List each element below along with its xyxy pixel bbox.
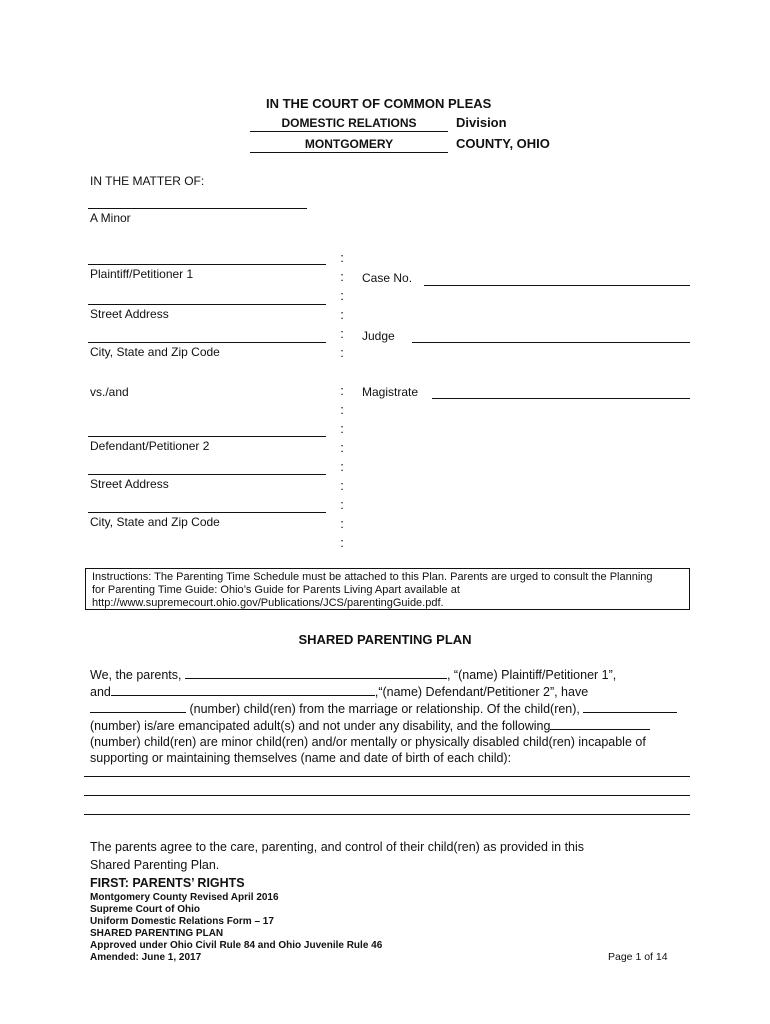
judge-field[interactable] <box>412 342 690 343</box>
paragraph-text: and <box>90 685 111 699</box>
first-heading: FIRST: PARENTS’ RIGHTS <box>90 876 245 890</box>
petitioner1-name-field[interactable] <box>88 264 326 265</box>
street1-field[interactable] <box>88 304 326 305</box>
division-field[interactable]: DOMESTIC RELATIONS <box>250 116 448 132</box>
page-number: Page 1 of 14 <box>608 951 668 963</box>
petitioner2-name-field[interactable] <box>88 436 326 437</box>
separator-colon: : <box>340 345 344 360</box>
separator-colon: : <box>340 421 344 436</box>
separator-colon: : <box>340 307 344 322</box>
petitioner2-name-blank[interactable] <box>111 683 375 696</box>
instructions-box <box>85 568 690 610</box>
county-label: COUNTY, OHIO <box>456 136 550 151</box>
plan-paragraph <box>90 666 677 766</box>
separator-colon: : <box>340 497 344 512</box>
child-info-line[interactable] <box>84 814 690 815</box>
footer-line: Approved under Ohio Civil Rule 84 and Ohio Juvenile Rule 46 <box>90 940 383 951</box>
form-footer <box>90 892 382 964</box>
agreement-text <box>90 838 584 874</box>
separator-colon: : <box>340 478 344 493</box>
case-no-field[interactable] <box>424 285 690 286</box>
paragraph-text: (number) is/are emancipated adult(s) and not under any disability, and the following <box>90 719 551 733</box>
street1-label: Street Address <box>90 307 169 321</box>
separator-colon: : <box>340 402 344 417</box>
magistrate-field[interactable] <box>432 398 690 399</box>
children-of-count-blank[interactable] <box>583 700 677 713</box>
footer-line: Uniform Domestic Relations Form – 17 <box>90 916 274 927</box>
footer-line: Montgomery County Revised April 2016 <box>90 892 279 903</box>
footer-line: Amended: June 1, 2017 <box>90 952 202 963</box>
paragraph-text: We, the parents, <box>90 668 185 682</box>
court-title: IN THE COURT OF COMMON PLEAS <box>266 96 492 111</box>
separator-colon: : <box>340 440 344 455</box>
magistrate-label: Magistrate <box>362 385 419 399</box>
case-no-label: Case No. <box>362 271 413 285</box>
paragraph-text: (number) child(ren) are minor child(ren) and/or mentally or physically disabled child(ren) incapable of <box>90 735 646 749</box>
paragraph-text: supporting or maintaining themselves (name and date of birth of each child): <box>90 751 512 765</box>
child-info-line[interactable] <box>84 795 690 796</box>
petitioner2-label: Defendant/Petitioner 2 <box>90 439 210 453</box>
separator-colon: : <box>340 269 344 284</box>
division-label: Division <box>456 115 507 130</box>
instructions-line: http://www.supremecourt.ohio.gov/Publications/JCS/parentingGuide.pdf. <box>92 597 444 609</box>
street2-field[interactable] <box>88 474 326 475</box>
minor-label: A Minor <box>90 211 131 225</box>
petitioner1-label: Plaintiff/Petitioner 1 <box>90 267 194 281</box>
separator-colon: : <box>340 250 344 265</box>
child-info-line[interactable] <box>84 776 690 777</box>
street2-label: Street Address <box>90 477 169 491</box>
matter-heading: IN THE MATTER OF: <box>90 174 205 188</box>
separator-colon: : <box>340 288 344 303</box>
separator-colon: : <box>340 516 344 531</box>
separator-colon: : <box>340 326 344 341</box>
plan-title: SHARED PARENTING PLAN <box>298 632 472 647</box>
agreement-line: Shared Parenting Plan. <box>90 858 220 872</box>
city1-label: City, State and Zip Code <box>90 345 220 359</box>
city2-label: City, State and Zip Code <box>90 515 220 529</box>
petitioner1-name-blank[interactable] <box>185 666 447 679</box>
vs-label: vs./and <box>90 385 129 399</box>
children-count-blank[interactable] <box>90 700 186 713</box>
judge-label: Judge <box>362 329 395 343</box>
separator-colon: : <box>340 535 344 550</box>
separator-colon: : <box>340 383 344 398</box>
instructions-line: for Parenting Time Guide: Ohio’s Guide for Parents Living Apart available at <box>92 584 460 596</box>
paragraph-text: (number) child(ren) from the marriage or relationship. Of the child(ren), <box>186 702 584 716</box>
paragraph-text: , “(name) Plaintiff/Petitioner 1”, <box>446 668 617 682</box>
minor-count-blank[interactable] <box>550 717 650 730</box>
separator-colon: : <box>340 459 344 474</box>
footer-line: SHARED PARENTING PLAN <box>90 928 224 939</box>
city1-field[interactable] <box>88 342 326 343</box>
agreement-line: The parents agree to the care, parenting, and control of their child(ren) as provided in this <box>90 840 585 854</box>
footer-line: Supreme Court of Ohio <box>90 904 200 915</box>
paragraph-text: ,“(name) Defendant/Petitioner 2”, have <box>374 685 589 699</box>
county-field[interactable]: MONTGOMERY <box>250 137 448 153</box>
minor-name-field[interactable] <box>88 208 307 209</box>
city2-field[interactable] <box>88 512 326 513</box>
instructions-line: Instructions: The Parenting Time Schedule must be attached to this Plan. Parents are urged to consult the Planning <box>92 571 653 583</box>
